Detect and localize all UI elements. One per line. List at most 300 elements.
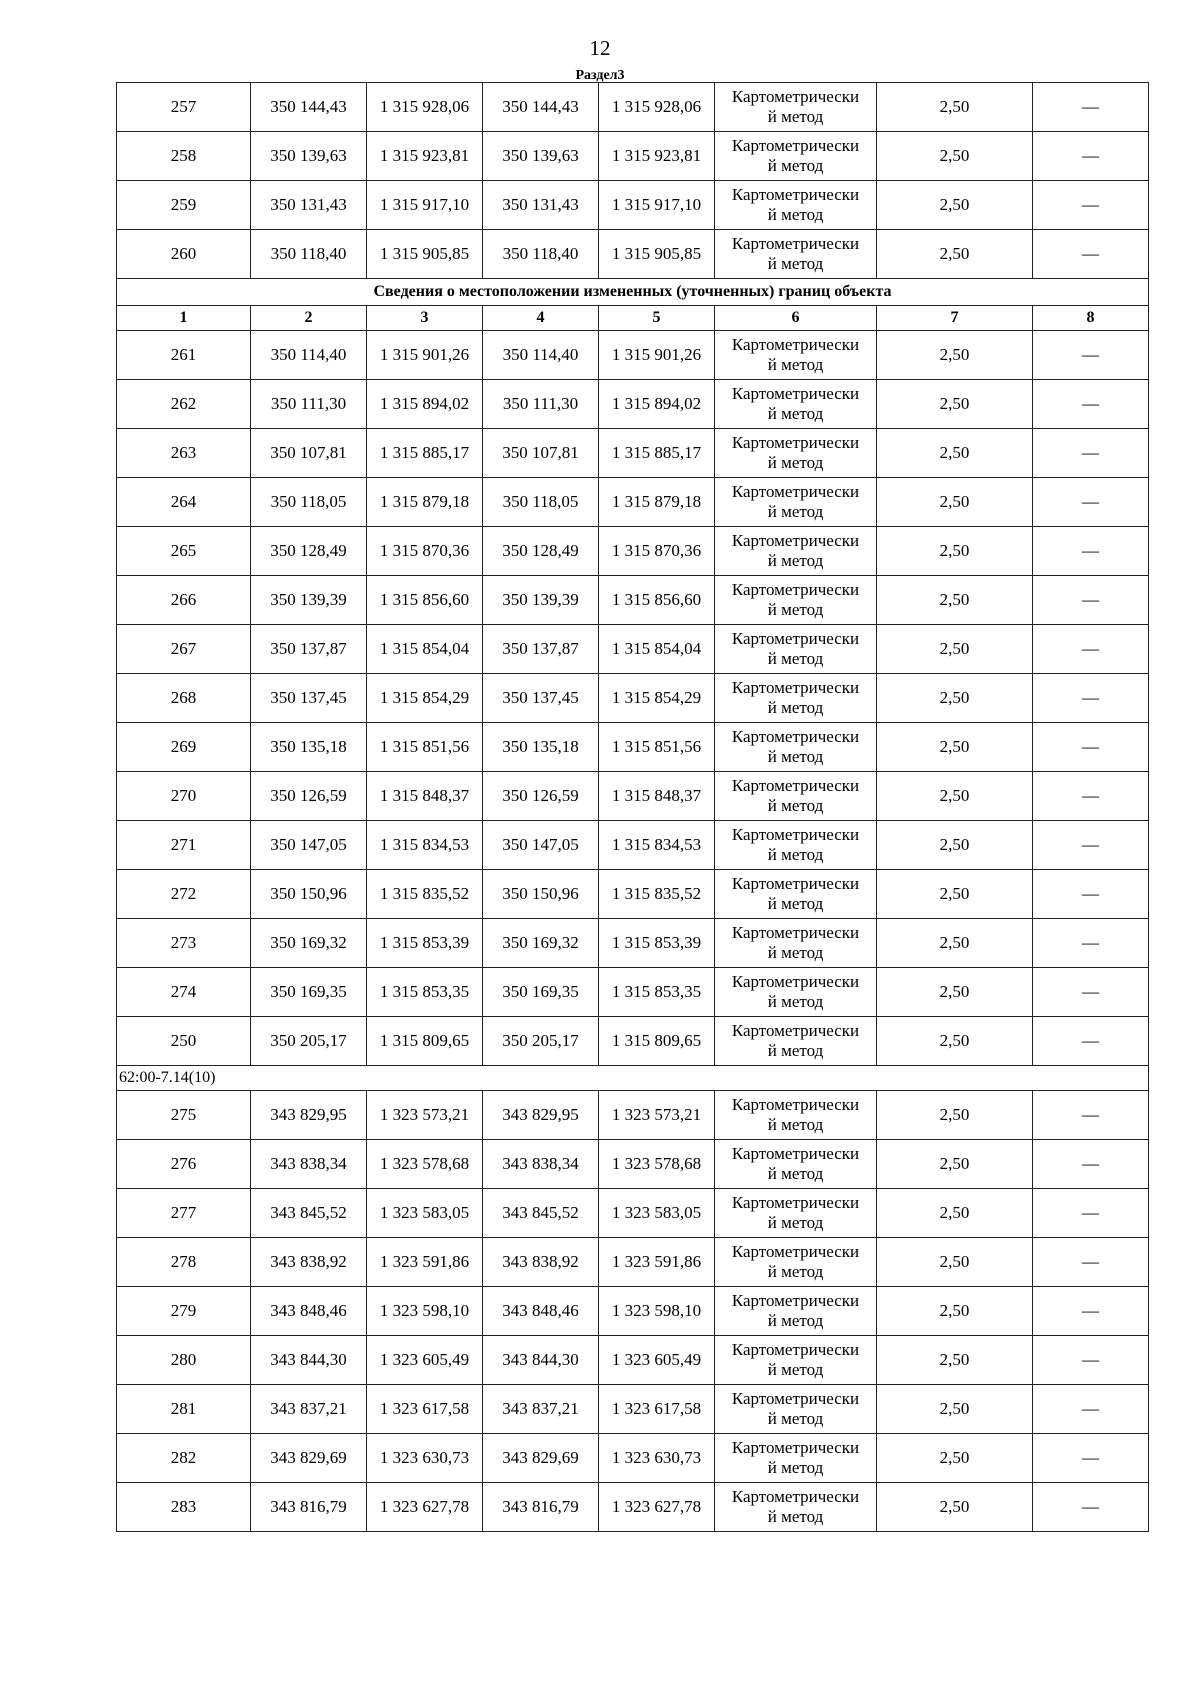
method-cell — [715, 1140, 877, 1189]
method-line-1: Картометрически — [731, 384, 860, 403]
method-line-1: Картометрически — [731, 1291, 860, 1310]
method-line-2: й метод — [767, 796, 824, 815]
accuracy-cell: 2,50 — [877, 1336, 1033, 1385]
dash-cell: — — [1033, 527, 1149, 576]
coord-x-existing: 350 107,81 — [251, 429, 367, 478]
table-row — [117, 1238, 1149, 1287]
coord-y-new: 1 323 617,58 — [599, 1385, 715, 1434]
coord-x-new: 350 139,63 — [483, 132, 599, 181]
table-row — [117, 1140, 1149, 1189]
method-line-1: Картометрически — [731, 972, 860, 991]
dash-cell: — — [1033, 132, 1149, 181]
method-cell — [715, 723, 877, 772]
coord-y-new: 1 315 848,37 — [599, 772, 715, 821]
point-number: 268 — [117, 674, 251, 723]
point-number: 266 — [117, 576, 251, 625]
coord-x-new: 350 118,40 — [483, 230, 599, 279]
point-number: 258 — [117, 132, 251, 181]
point-number: 259 — [117, 181, 251, 230]
method-line-2: й метод — [767, 992, 824, 1011]
coord-x-new: 343 838,92 — [483, 1238, 599, 1287]
coord-y-new: 1 315 923,81 — [599, 132, 715, 181]
point-number: 276 — [117, 1140, 251, 1189]
method-cell — [715, 919, 877, 968]
table-row — [117, 674, 1149, 723]
table-row — [117, 1434, 1149, 1483]
coord-y-new: 1 315 901,26 — [599, 331, 715, 380]
accuracy-cell: 2,50 — [877, 478, 1033, 527]
accuracy-cell: 2,50 — [877, 1189, 1033, 1238]
method-line-1: Картометрически — [731, 87, 860, 106]
method-cell — [715, 625, 877, 674]
coord-y-existing: 1 315 809,65 — [367, 1017, 483, 1066]
accuracy-cell: 2,50 — [877, 1140, 1033, 1189]
method-line-2: й метод — [767, 404, 824, 423]
coord-y-existing: 1 315 879,18 — [367, 478, 483, 527]
coord-x-new: 343 838,34 — [483, 1140, 599, 1189]
coord-x-existing: 350 126,59 — [251, 772, 367, 821]
method-line-1: Картометрически — [731, 727, 860, 746]
coord-x-existing: 350 114,40 — [251, 331, 367, 380]
dash-cell: — — [1033, 1483, 1149, 1532]
coord-x-existing: 350 139,63 — [251, 132, 367, 181]
method-line-1: Картометрически — [731, 1021, 860, 1040]
coord-y-new: 1 315 928,06 — [599, 83, 715, 132]
point-number: 275 — [117, 1091, 251, 1140]
coord-x-new: 343 837,21 — [483, 1385, 599, 1434]
coord-y-existing: 1 315 917,10 — [367, 181, 483, 230]
column-number: 2 — [251, 306, 367, 331]
method-line-1: Картометрически — [731, 1389, 860, 1408]
coord-x-new: 343 829,95 — [483, 1091, 599, 1140]
coord-x-existing: 343 845,52 — [251, 1189, 367, 1238]
coord-y-new: 1 323 630,73 — [599, 1434, 715, 1483]
table-row — [117, 331, 1149, 380]
coord-y-new: 1 315 834,53 — [599, 821, 715, 870]
point-number: 283 — [117, 1483, 251, 1532]
table-row — [117, 772, 1149, 821]
coord-y-existing: 1 315 923,81 — [367, 132, 483, 181]
method-line-2: й метод — [767, 254, 824, 273]
accuracy-cell: 2,50 — [877, 1238, 1033, 1287]
dash-cell: — — [1033, 230, 1149, 279]
coord-x-new: 343 844,30 — [483, 1336, 599, 1385]
point-number: 277 — [117, 1189, 251, 1238]
method-cell — [715, 821, 877, 870]
method-line-1: Картометрически — [731, 580, 860, 599]
dash-cell: — — [1033, 181, 1149, 230]
method-line-1: Картометрически — [731, 136, 860, 155]
coord-y-existing: 1 323 627,78 — [367, 1483, 483, 1532]
dash-cell: — — [1033, 1140, 1149, 1189]
method-line-2: й метод — [767, 1115, 824, 1134]
method-line-2: й метод — [767, 1360, 824, 1379]
method-cell — [715, 1091, 877, 1140]
coord-x-new: 350 128,49 — [483, 527, 599, 576]
method-cell — [715, 527, 877, 576]
coord-x-existing: 343 844,30 — [251, 1336, 367, 1385]
method-line-2: й метод — [767, 1213, 824, 1232]
coord-x-new: 350 169,35 — [483, 968, 599, 1017]
page-number: 12 — [589, 36, 611, 60]
coord-x-existing: 343 829,95 — [251, 1091, 367, 1140]
point-number: 270 — [117, 772, 251, 821]
method-cell — [715, 1434, 877, 1483]
coord-y-new: 1 323 583,05 — [599, 1189, 715, 1238]
method-line-2: й метод — [767, 600, 824, 619]
accuracy-cell: 2,50 — [877, 576, 1033, 625]
method-line-1: Картометрически — [731, 1487, 860, 1506]
coord-y-new: 1 323 573,21 — [599, 1091, 715, 1140]
coord-y-existing: 1 315 870,36 — [367, 527, 483, 576]
coord-x-existing: 350 147,05 — [251, 821, 367, 870]
method-line-2: й метод — [767, 649, 824, 668]
coord-y-new: 1 323 591,86 — [599, 1238, 715, 1287]
point-number: 269 — [117, 723, 251, 772]
coord-y-existing: 1 315 848,37 — [367, 772, 483, 821]
coord-y-new: 1 315 917,10 — [599, 181, 715, 230]
dash-cell: — — [1033, 1336, 1149, 1385]
accuracy-cell: 2,50 — [877, 230, 1033, 279]
section-heading: Сведения о местоположении измененных (уточненных) границ объекта — [117, 279, 1149, 306]
table-body-top — [117, 83, 1149, 279]
coord-x-new: 350 144,43 — [483, 83, 599, 132]
coord-x-existing: 343 838,34 — [251, 1140, 367, 1189]
coord-y-existing: 1 323 573,21 — [367, 1091, 483, 1140]
coord-y-existing: 1 315 885,17 — [367, 429, 483, 478]
coord-x-existing: 350 137,87 — [251, 625, 367, 674]
method-cell — [715, 1483, 877, 1532]
point-number: 278 — [117, 1238, 251, 1287]
coord-y-existing: 1 323 583,05 — [367, 1189, 483, 1238]
coord-y-existing: 1 315 853,39 — [367, 919, 483, 968]
coord-x-existing: 350 131,43 — [251, 181, 367, 230]
accuracy-cell: 2,50 — [877, 1483, 1033, 1532]
point-number: 260 — [117, 230, 251, 279]
point-number: 261 — [117, 331, 251, 380]
table-row — [117, 968, 1149, 1017]
group-row — [117, 1066, 1149, 1091]
coord-y-existing: 1 315 901,26 — [367, 331, 483, 380]
point-number: 265 — [117, 527, 251, 576]
accuracy-cell: 2,50 — [877, 723, 1033, 772]
method-cell — [715, 674, 877, 723]
table-row — [117, 1287, 1149, 1336]
table-row — [117, 625, 1149, 674]
coord-x-new: 343 848,46 — [483, 1287, 599, 1336]
coord-y-existing: 1 315 835,52 — [367, 870, 483, 919]
method-cell — [715, 181, 877, 230]
method-cell — [715, 429, 877, 478]
accuracy-cell: 2,50 — [877, 331, 1033, 380]
column-number: 8 — [1033, 306, 1149, 331]
coord-y-existing: 1 315 854,29 — [367, 674, 483, 723]
accuracy-cell: 2,50 — [877, 1287, 1033, 1336]
method-cell — [715, 1017, 877, 1066]
table-row — [117, 1189, 1149, 1238]
method-cell — [715, 1287, 877, 1336]
coord-x-existing: 350 137,45 — [251, 674, 367, 723]
point-number: 281 — [117, 1385, 251, 1434]
coord-x-existing: 343 837,21 — [251, 1385, 367, 1434]
table-body-middle — [117, 331, 1149, 1066]
point-number: 262 — [117, 380, 251, 429]
dash-cell: — — [1033, 1189, 1149, 1238]
accuracy-cell: 2,50 — [877, 1385, 1033, 1434]
coord-x-existing: 343 829,69 — [251, 1434, 367, 1483]
coord-y-new: 1 315 879,18 — [599, 478, 715, 527]
coord-x-existing: 350 169,35 — [251, 968, 367, 1017]
method-line-1: Картометрически — [731, 1144, 860, 1163]
coord-x-existing: 350 205,17 — [251, 1017, 367, 1066]
method-cell — [715, 331, 877, 380]
table-row — [117, 919, 1149, 968]
coord-x-existing: 350 128,49 — [251, 527, 367, 576]
dash-cell: — — [1033, 429, 1149, 478]
table-row — [117, 1483, 1149, 1532]
coord-y-existing: 1 315 853,35 — [367, 968, 483, 1017]
method-line-1: Картометрически — [731, 1193, 860, 1212]
table-row — [117, 723, 1149, 772]
coord-y-new: 1 323 627,78 — [599, 1483, 715, 1532]
coord-y-existing: 1 315 854,04 — [367, 625, 483, 674]
accuracy-cell: 2,50 — [877, 625, 1033, 674]
method-cell — [715, 870, 877, 919]
method-line-2: й метод — [767, 107, 824, 126]
coord-x-new: 350 111,30 — [483, 380, 599, 429]
coord-x-existing: 343 816,79 — [251, 1483, 367, 1532]
coord-y-new: 1 323 598,10 — [599, 1287, 715, 1336]
column-number: 7 — [877, 306, 1033, 331]
method-line-2: й метод — [767, 1458, 824, 1477]
table-row — [117, 576, 1149, 625]
coord-x-new: 350 147,05 — [483, 821, 599, 870]
dash-cell: — — [1033, 1287, 1149, 1336]
column-number: 3 — [367, 306, 483, 331]
dash-cell: — — [1033, 380, 1149, 429]
accuracy-cell: 2,50 — [877, 181, 1033, 230]
accuracy-cell: 2,50 — [877, 1091, 1033, 1140]
table-row — [117, 230, 1149, 279]
coord-x-existing: 350 169,32 — [251, 919, 367, 968]
point-number: 274 — [117, 968, 251, 1017]
section-title: Раздел3 — [575, 68, 625, 83]
coord-y-existing: 1 315 851,56 — [367, 723, 483, 772]
column-number: 6 — [715, 306, 877, 331]
accuracy-cell: 2,50 — [877, 968, 1033, 1017]
method-line-2: й метод — [767, 156, 824, 175]
coord-x-new: 350 137,87 — [483, 625, 599, 674]
table-heading-section — [117, 279, 1149, 331]
group-section — [117, 1066, 1149, 1091]
method-line-1: Картометрически — [731, 433, 860, 452]
coord-x-new: 350 118,05 — [483, 478, 599, 527]
method-cell — [715, 478, 877, 527]
coord-y-existing: 1 315 894,02 — [367, 380, 483, 429]
coord-y-existing: 1 315 928,06 — [367, 83, 483, 132]
dash-cell: — — [1033, 968, 1149, 1017]
point-number: 267 — [117, 625, 251, 674]
coord-y-new: 1 315 870,36 — [599, 527, 715, 576]
accuracy-cell: 2,50 — [877, 1017, 1033, 1066]
coord-x-new: 350 205,17 — [483, 1017, 599, 1066]
coord-y-new: 1 315 809,65 — [599, 1017, 715, 1066]
coord-x-existing: 350 144,43 — [251, 83, 367, 132]
method-line-1: Картометрически — [731, 335, 860, 354]
method-cell — [715, 1189, 877, 1238]
method-line-1: Картометрически — [731, 482, 860, 501]
method-line-2: й метод — [767, 894, 824, 913]
method-line-2: й метод — [767, 1164, 824, 1183]
table-row — [117, 821, 1149, 870]
point-number: 263 — [117, 429, 251, 478]
method-cell — [715, 380, 877, 429]
point-number: 282 — [117, 1434, 251, 1483]
table-row — [117, 478, 1149, 527]
coord-y-existing: 1 323 578,68 — [367, 1140, 483, 1189]
coord-x-new: 350 135,18 — [483, 723, 599, 772]
coord-y-existing: 1 323 605,49 — [367, 1336, 483, 1385]
point-number: 272 — [117, 870, 251, 919]
coord-x-new: 350 139,39 — [483, 576, 599, 625]
coord-y-existing: 1 315 856,60 — [367, 576, 483, 625]
method-line-2: й метод — [767, 205, 824, 224]
coord-x-existing: 350 111,30 — [251, 380, 367, 429]
method-line-2: й метод — [767, 1262, 824, 1281]
dash-cell: — — [1033, 674, 1149, 723]
dash-cell: — — [1033, 1434, 1149, 1483]
table-row — [117, 83, 1149, 132]
method-cell — [715, 968, 877, 1017]
coord-y-existing: 1 315 905,85 — [367, 230, 483, 279]
coord-y-existing: 1 323 617,58 — [367, 1385, 483, 1434]
accuracy-cell: 2,50 — [877, 821, 1033, 870]
coord-y-new: 1 315 856,60 — [599, 576, 715, 625]
column-number: 4 — [483, 306, 599, 331]
accuracy-cell: 2,50 — [877, 1434, 1033, 1483]
dash-cell: — — [1033, 723, 1149, 772]
method-line-1: Картометрически — [731, 1438, 860, 1457]
column-number-row — [117, 306, 1149, 331]
coord-y-new: 1 315 854,29 — [599, 674, 715, 723]
accuracy-cell: 2,50 — [877, 772, 1033, 821]
method-line-2: й метод — [767, 1507, 824, 1526]
coord-x-existing: 350 118,40 — [251, 230, 367, 279]
method-line-1: Картометрически — [731, 678, 860, 697]
method-line-1: Картометрически — [731, 825, 860, 844]
point-number: 280 — [117, 1336, 251, 1385]
method-cell — [715, 1336, 877, 1385]
column-number: 5 — [599, 306, 715, 331]
coord-y-new: 1 315 851,56 — [599, 723, 715, 772]
method-cell — [715, 772, 877, 821]
coord-y-new: 1 315 885,17 — [599, 429, 715, 478]
coord-y-existing: 1 323 591,86 — [367, 1238, 483, 1287]
dash-cell: — — [1033, 772, 1149, 821]
method-cell — [715, 576, 877, 625]
coord-y-new: 1 315 853,39 — [599, 919, 715, 968]
accuracy-cell: 2,50 — [877, 380, 1033, 429]
dash-cell: — — [1033, 83, 1149, 132]
method-line-2: й метод — [767, 747, 824, 766]
coord-y-new: 1 315 894,02 — [599, 380, 715, 429]
coord-x-new: 343 829,69 — [483, 1434, 599, 1483]
dash-cell: — — [1033, 576, 1149, 625]
table-row — [117, 1385, 1149, 1434]
method-line-1: Картометрически — [731, 776, 860, 795]
dash-cell: — — [1033, 919, 1149, 968]
coord-y-existing: 1 315 834,53 — [367, 821, 483, 870]
point-number: 250 — [117, 1017, 251, 1066]
method-line-2: й метод — [767, 502, 824, 521]
table-row — [117, 429, 1149, 478]
coord-x-new: 350 126,59 — [483, 772, 599, 821]
point-number: 257 — [117, 83, 251, 132]
coord-x-new: 350 114,40 — [483, 331, 599, 380]
coord-x-existing: 350 135,18 — [251, 723, 367, 772]
dash-cell: — — [1033, 870, 1149, 919]
coord-y-existing: 1 323 630,73 — [367, 1434, 483, 1483]
table-row — [117, 1017, 1149, 1066]
dash-cell: — — [1033, 625, 1149, 674]
coord-y-new: 1 315 853,35 — [599, 968, 715, 1017]
method-line-1: Картометрически — [731, 923, 860, 942]
method-line-2: й метод — [767, 1311, 824, 1330]
table-row — [117, 1091, 1149, 1140]
accuracy-cell: 2,50 — [877, 870, 1033, 919]
method-line-1: Картометрически — [731, 1095, 860, 1114]
coord-x-existing: 350 150,96 — [251, 870, 367, 919]
dash-cell: — — [1033, 478, 1149, 527]
group-label: 62:00-7.14(10) — [117, 1066, 1149, 1091]
method-line-1: Картометрически — [731, 185, 860, 204]
point-number: 271 — [117, 821, 251, 870]
heading-row — [117, 279, 1149, 306]
table-row — [117, 527, 1149, 576]
method-line-1: Картометрически — [731, 1340, 860, 1359]
coord-x-existing: 350 139,39 — [251, 576, 367, 625]
dash-cell: — — [1033, 821, 1149, 870]
table-row — [117, 132, 1149, 181]
coord-x-new: 350 131,43 — [483, 181, 599, 230]
coordinates-table — [116, 82, 1149, 1532]
coord-x-new: 350 107,81 — [483, 429, 599, 478]
method-cell — [715, 230, 877, 279]
method-line-1: Картометрически — [731, 1242, 860, 1261]
method-cell — [715, 1238, 877, 1287]
point-number: 279 — [117, 1287, 251, 1336]
method-line-2: й метод — [767, 1041, 824, 1060]
accuracy-cell: 2,50 — [877, 132, 1033, 181]
method-line-1: Картометрически — [731, 629, 860, 648]
accuracy-cell: 2,50 — [877, 83, 1033, 132]
column-number: 1 — [117, 306, 251, 331]
coord-y-new: 1 323 578,68 — [599, 1140, 715, 1189]
coord-y-existing: 1 323 598,10 — [367, 1287, 483, 1336]
dash-cell: — — [1033, 1238, 1149, 1287]
method-cell — [715, 83, 877, 132]
table-row — [117, 380, 1149, 429]
accuracy-cell: 2,50 — [877, 674, 1033, 723]
method-line-2: й метод — [767, 355, 824, 374]
method-line-2: й метод — [767, 551, 824, 570]
method-line-2: й метод — [767, 845, 824, 864]
accuracy-cell: 2,50 — [877, 429, 1033, 478]
coord-x-new: 350 150,96 — [483, 870, 599, 919]
accuracy-cell: 2,50 — [877, 527, 1033, 576]
method-line-1: Картометрически — [731, 531, 860, 550]
table-row — [117, 1336, 1149, 1385]
